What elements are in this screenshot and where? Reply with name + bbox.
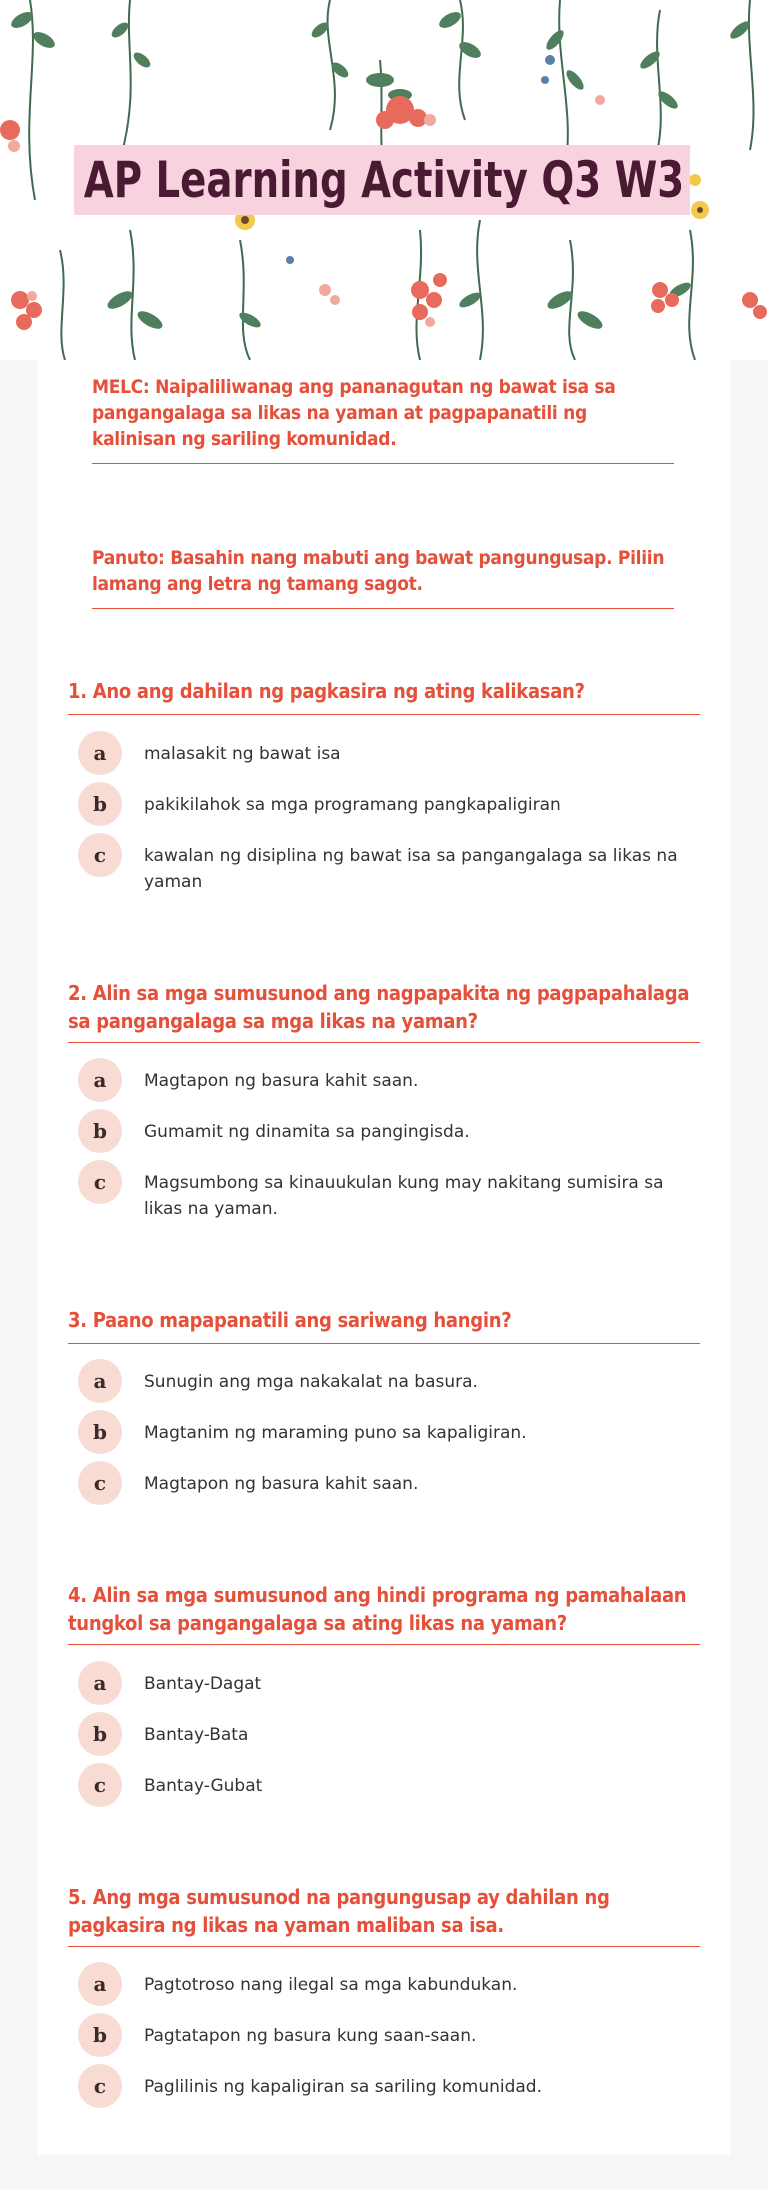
option-letter-badge: a: [78, 731, 122, 775]
option-letter-badge: b: [78, 1712, 122, 1756]
option-text: Pagtotroso nang ilegal sa mga kabundukan.: [144, 1975, 518, 1995]
option-text: Bantay-Dagat: [144, 1674, 262, 1694]
option-letter-badge: c: [78, 1461, 122, 1505]
option-letter-badge: a: [78, 1661, 122, 1705]
question-3-option-c[interactable]: [78, 1461, 698, 1505]
option-text: pakikilahok sa mga programang pangkapaligiran: [144, 795, 561, 815]
option-letter-badge: c: [78, 833, 122, 877]
divider: [68, 1644, 700, 1645]
option-text: Magsumbong sa kinauukulan kung may nakitang sumisira sa likas na yaman.: [144, 1173, 664, 1219]
option-letter-badge: b: [78, 1109, 122, 1153]
page-title: AP Learning Activity Q3 W3: [83, 151, 685, 209]
header-banner: [0, 0, 768, 360]
divider: [68, 1042, 700, 1043]
option-text: Magtapon ng basura kahit saan.: [144, 1071, 419, 1091]
question-2-option-a[interactable]: [78, 1058, 698, 1102]
question-2-option-b[interactable]: [78, 1109, 698, 1153]
option-letter-badge: a: [78, 1058, 122, 1102]
option-letter-badge: c: [78, 2064, 122, 2108]
option-text: Sunugin ang mga nakakalat na basura.: [144, 1372, 478, 1392]
question-4-option-c[interactable]: [78, 1763, 698, 1807]
divider: [68, 1343, 700, 1344]
option-letter-badge: b: [78, 2013, 122, 2057]
divider: [92, 608, 674, 609]
question-5-option-b[interactable]: [78, 2013, 698, 2057]
option-letter-badge: b: [78, 782, 122, 826]
option-text: kawalan ng disiplina ng bawat isa sa pangangalaga sa likas na yaman: [144, 846, 678, 892]
question-2-option-c[interactable]: [78, 1160, 698, 1222]
question-1-option-c[interactable]: [78, 833, 698, 895]
divider: [68, 1946, 700, 1947]
divider: [68, 714, 700, 715]
divider: [92, 463, 674, 464]
instructions-text: Panuto: Basahin nang mabuti ang bawat pangungusap. Piliin lamang ang letra ng tamang sagot.: [92, 547, 665, 595]
melc-text: MELC: Naipaliliwanag ang pananagutan ng bawat isa sa pangangalaga sa likas na yaman at pagpapanatili ng kalinisan ng sariling komunidad.: [92, 376, 616, 450]
option-letter-badge: a: [78, 1359, 122, 1403]
question-1-option-b[interactable]: [78, 782, 698, 826]
question-3-option-b[interactable]: [78, 1410, 698, 1454]
question-1-title: 1. Ano ang dahilan ng pagkasira ng ating kalikasan?: [68, 679, 585, 703]
question-3-option-a[interactable]: [78, 1359, 698, 1403]
question-3-title: 3. Paano mapapanatili ang sariwang hangin?: [68, 1308, 512, 1332]
question-2-title: 2. Alin sa mga sumusunod ang nagpapakita ng pagpapahalaga sa pangangalaga sa mga likas na yaman?: [68, 981, 690, 1033]
option-letter-badge: c: [78, 1763, 122, 1807]
question-5-option-a[interactable]: [78, 1962, 698, 2006]
option-text: Magtanim ng maraming puno sa kapaligiran.: [144, 1423, 527, 1443]
option-text: Pagtatapon ng basura kung saan-saan.: [144, 2026, 477, 2046]
question-5-option-c[interactable]: [78, 2064, 698, 2108]
option-text: malasakit ng bawat isa: [144, 744, 341, 764]
option-text: Bantay-Gubat: [144, 1776, 263, 1796]
option-text: Paglilinis ng kapaligiran sa sariling komunidad.: [144, 2077, 542, 2097]
option-text: Gumamit ng dinamita sa pangingisda.: [144, 1122, 470, 1142]
option-letter-badge: b: [78, 1410, 122, 1454]
question-5-title: 5. Ang mga sumusunod na pangungusap ay dahilan ng pagkasira ng likas na yaman maliban sa isa.: [68, 1885, 610, 1937]
option-letter-badge: c: [78, 1160, 122, 1204]
question-4-option-a[interactable]: [78, 1661, 698, 1705]
question-4-option-b[interactable]: [78, 1712, 698, 1756]
option-text: Bantay-Bata: [144, 1725, 249, 1745]
question-1-option-a[interactable]: [78, 731, 698, 775]
question-4-title: 4. Alin sa mga sumusunod ang hindi programa ng pamahalaan tungkol sa pangangalaga sa ating likas na yaman?: [68, 1583, 687, 1635]
option-letter-badge: a: [78, 1962, 122, 2006]
option-text: Magtapon ng basura kahit saan.: [144, 1474, 419, 1494]
